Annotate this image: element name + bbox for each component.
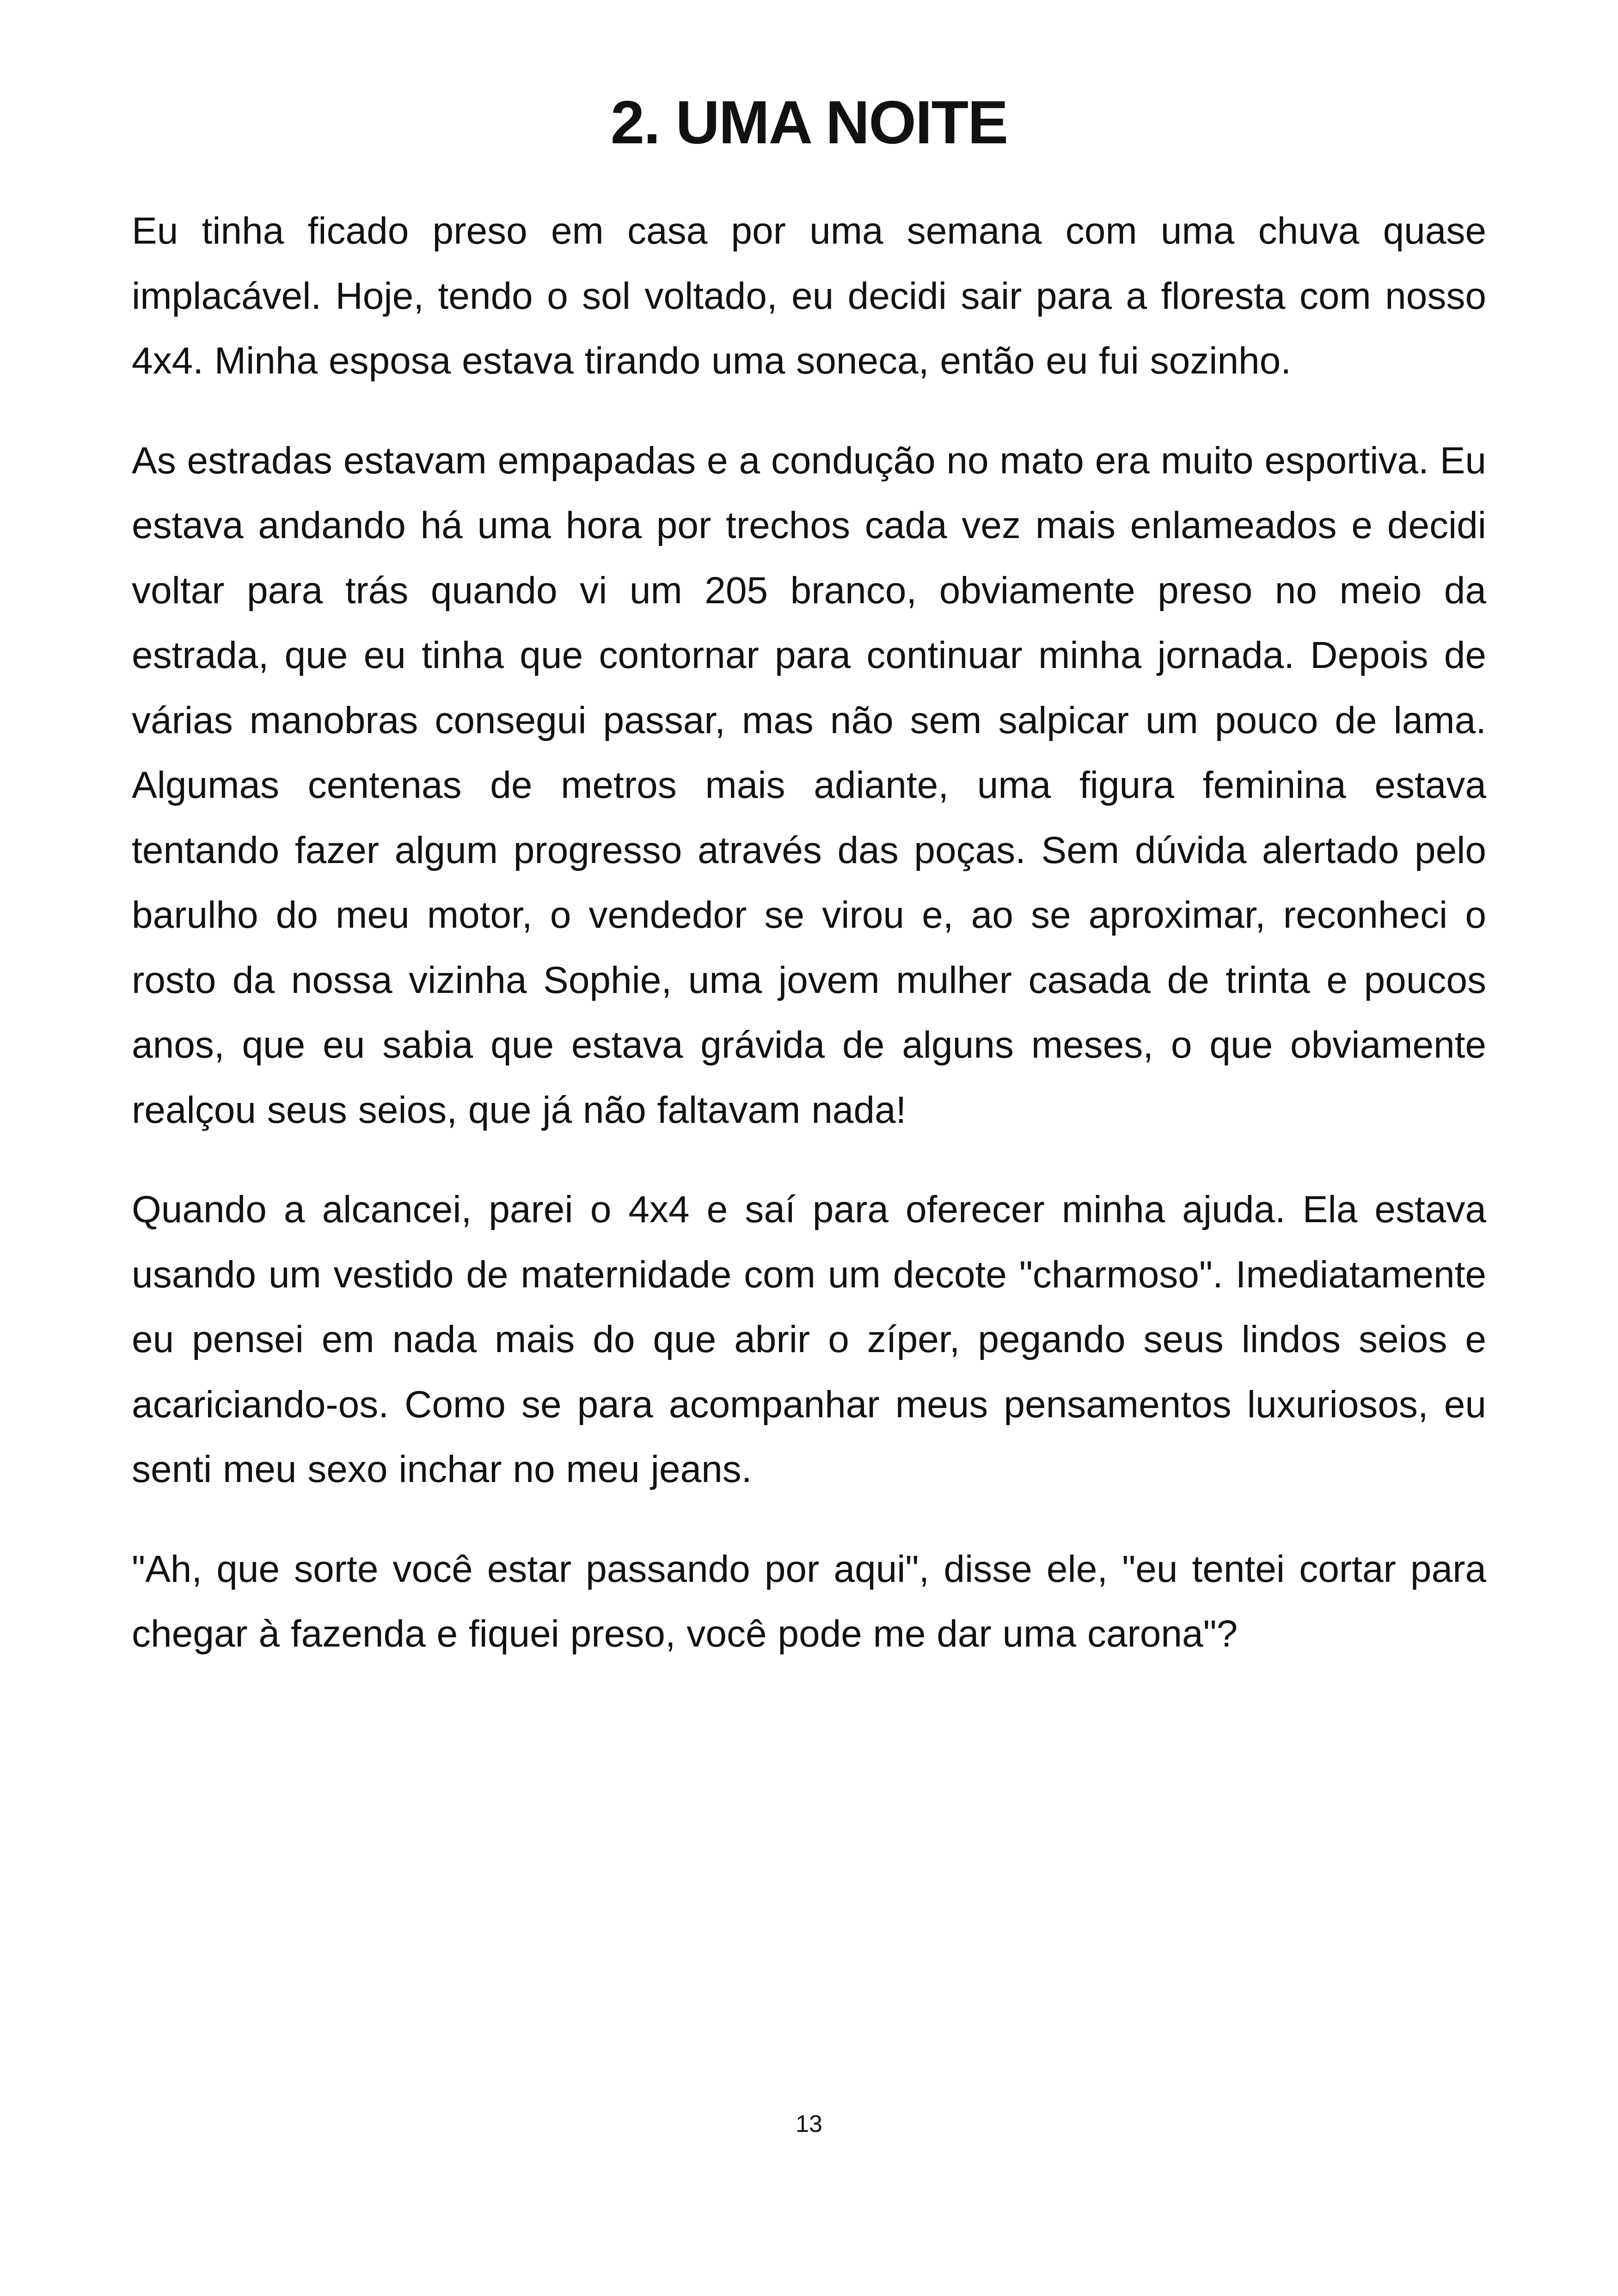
paragraph: As estradas estavam empapadas e a condução no mato era muito esportiva. Eu estava andando há uma hora por trechos cada vez mais enlameados e decidi voltar para trás quando vi um 205 branco, obviamente preso no meio da estrada, que eu tinha que contornar para continuar minha jornada. Depois de várias manobras consegui passar, mas não sem salpicar um pouco de lama. Algumas centenas de metros mais adiante, uma figura feminina estava tentando fazer algum progresso através das poças. Sem dúvida alertado pelo barulho do meu motor, o vendedor se virou e, ao se aproximar, reconheci o rosto da nossa vizinha Sophie, uma jovem mulher casada de trinta e poucos anos, que eu sabia que estava grávida de alguns meses, o que obviamente realçou seus seios, que já não faltavam nada! bbox=[132, 439, 1486, 1131]
paragraph: "Ah, que sorte você estar passando por aqui", disse ele, "eu tentei cortar para chegar à fazenda e fiquei preso, você pode me dar uma carona"? bbox=[132, 1548, 1486, 1655]
paragraph: Eu tinha ficado preso em casa por uma semana com uma chuva quase implacável. Hoje, tendo o sol voltado, eu decidi sair para a floresta com nosso 4x4. Minha esposa estava tirando uma soneca, então eu fui sozinho. bbox=[132, 210, 1486, 382]
chapter-body bbox=[132, 199, 1486, 1702]
chapter-title: 2. UMA NOITE bbox=[610, 88, 1008, 156]
paragraph: Quando a alcancei, parei o 4x4 e saí para oferecer minha ajuda. Ela estava usando um vestido de maternidade com um decote "charmoso". Imediatamente eu pensei em nada mais do que abrir o zíper, pegando seus lindos seios e acariciando-os. Como se para acompanhar meus pensamentos luxuriosos, eu senti meu sexo inchar no meu jeans. bbox=[132, 1188, 1486, 1490]
page-number: 13 bbox=[796, 2111, 822, 2137]
